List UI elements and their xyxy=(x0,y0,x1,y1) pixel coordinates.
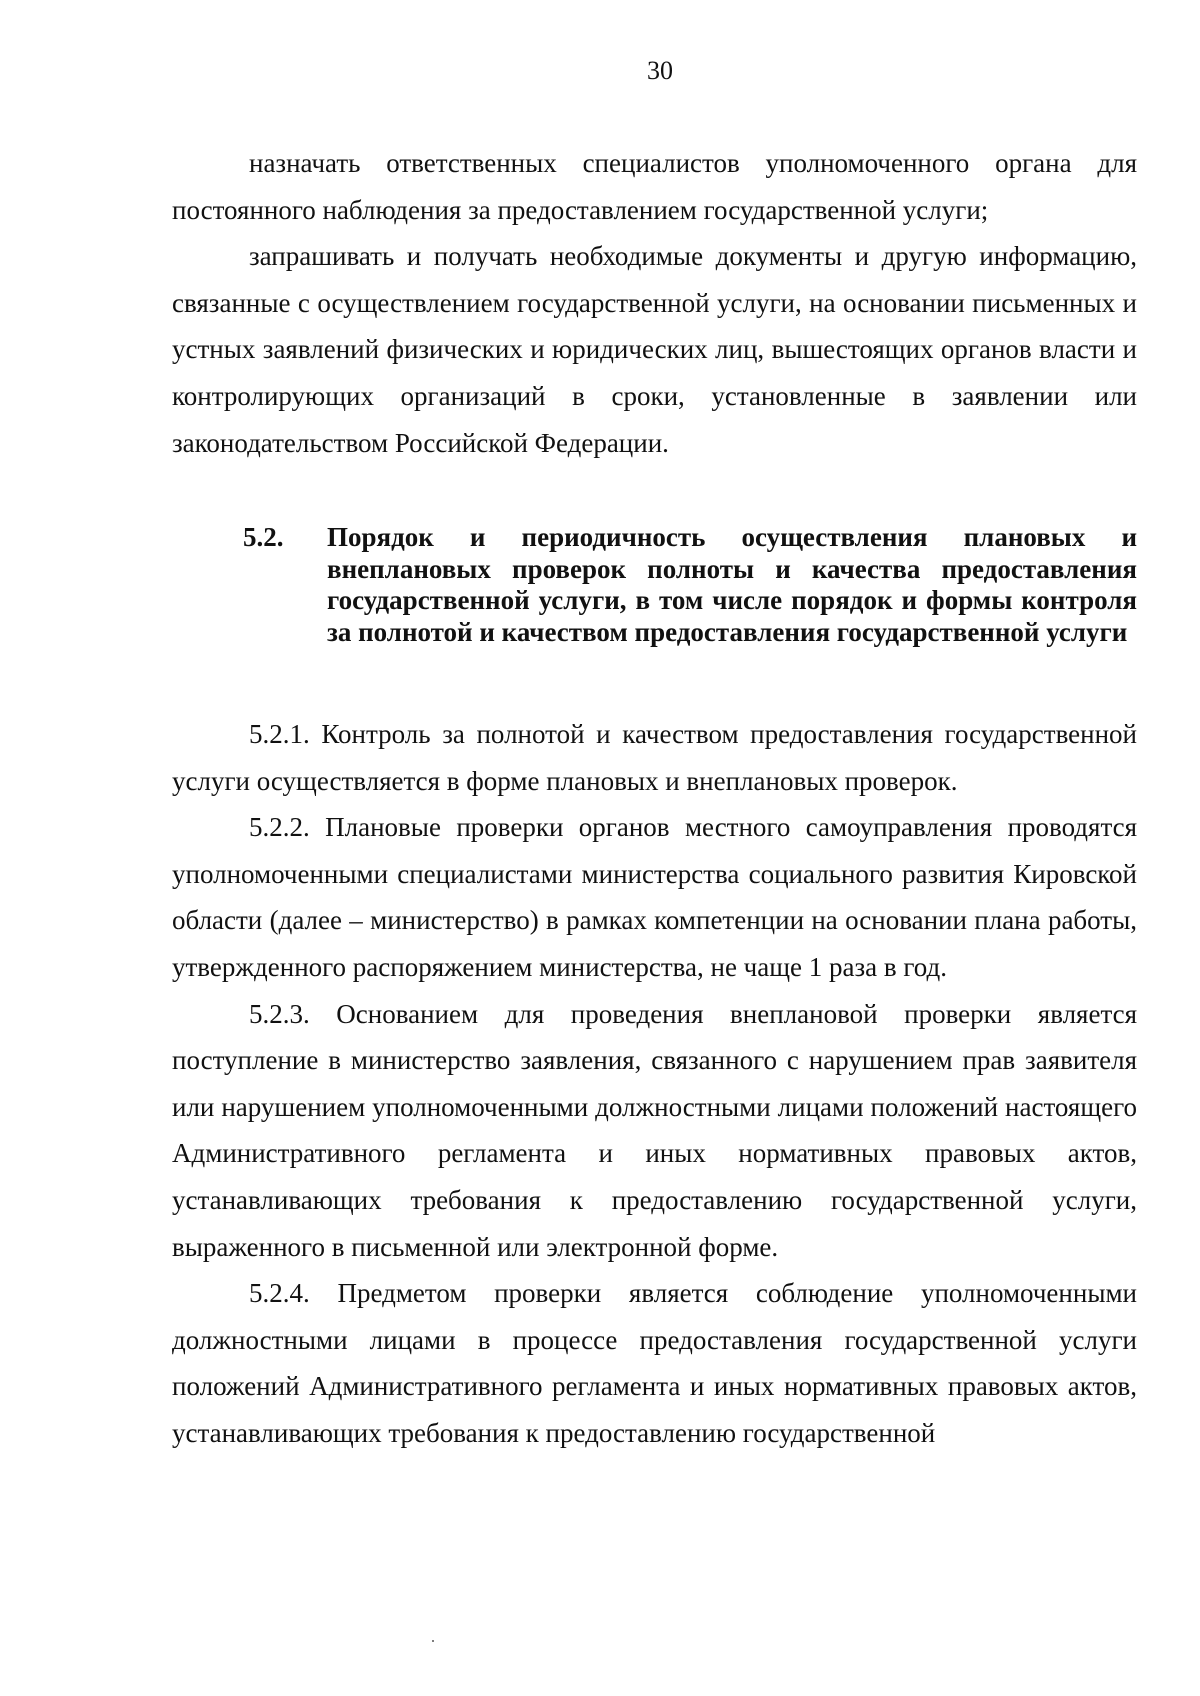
paragraph: запрашивать и получать необходимые документы и другую информацию, связанные с осуществлением государственной услуги, на основании письменных и устных заявлений физических и юридических лиц, вышестоящих органов власти и контролирующих организаций в сроки, установленные в заявлении или законодательством Российской Федерации. xyxy=(172,241,1137,458)
section-title: Порядок и периодичность осуществления плановых и внеплановых проверок полноты и качества предоставления государственной услуги, в том числе порядок и формы контроля за полнотой и качеством предоставления государственной услуги xyxy=(327,522,1137,647)
section-heading xyxy=(243,522,1137,648)
section-number: 5.2. xyxy=(243,522,284,552)
page-number: 30 xyxy=(647,56,673,85)
scan-speck xyxy=(432,1640,434,1642)
paragraph: назначать ответственных специалистов уполномоченного органа для постоянного наблюдения за предоставлением государственной услуги; xyxy=(172,148,1137,225)
paragraph: 5.2.1. Контроль за полнотой и качеством предоставления государственной услуги осуществляется в форме плановых и внеплановых проверок. xyxy=(172,719,1137,796)
paragraph: 5.2.2. Плановые проверки органов местного самоуправления проводятся уполномоченными специалистами министерства социального развития Кировской области (далее – министерство) в рамках компетенции на основании плана работы, утвержденного распоряжением министерства, не чаще 1 раза в год. xyxy=(172,812,1137,982)
section-body xyxy=(172,711,1137,1457)
paragraph: 5.2.4. Предметом проверки является соблюдение уполномоченными должностными лицами в процессе предоставления государственной услуги положений Административного регламента и иных нормативных правовых актов, устанавливающих требования к предоставлению государственной xyxy=(172,1278,1137,1448)
paragraph: 5.2.3. Основанием для проведения внеплановой проверки является поступление в министерство заявления, связанного с нарушением прав заявителя или нарушением уполномоченными должностными лицами положений настоящего Административного регламента и иных нормативных правовых актов, устанавливающих требования к предоставлению государственной услуги, выраженного в письменной или электронной форме. xyxy=(172,998,1137,1262)
document-body xyxy=(172,140,1137,466)
